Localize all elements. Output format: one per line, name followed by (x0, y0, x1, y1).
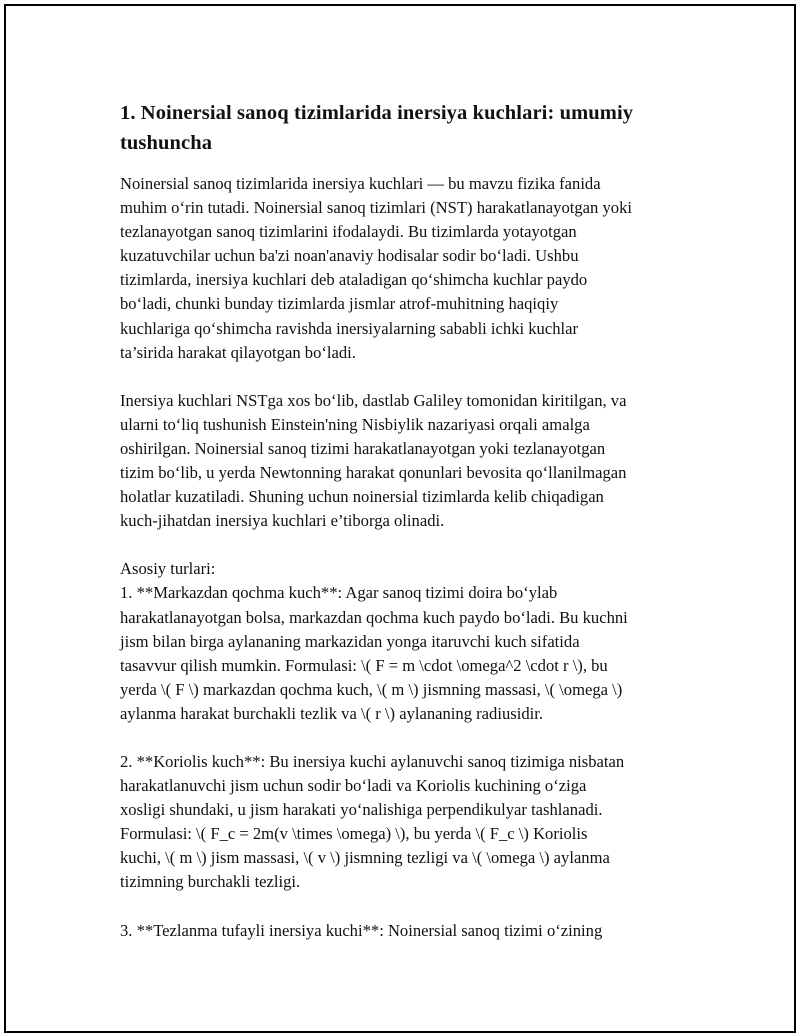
document-body (120, 98, 710, 967)
text-line: kuchi, \( m \) jism massasi, \( v \) jismning tezligi va \( \omega \) aylanma (120, 848, 610, 868)
text-line: 1. **Markazdan qochma kuch**: Agar sanoq tizimi doira bo‘ylab (120, 583, 558, 603)
text-line: kuzatuvchilar uchun ba'zi noan'anaviy hodisalar sodir bo‘ladi. Ushbu (120, 246, 579, 266)
text-line: harakatlanuvchi jism uchun sodir bo‘ladi va Koriolis kuchining o‘ziga (120, 776, 587, 796)
paragraph-intro (120, 172, 710, 365)
text-line: Formulasi: \( F_c = 2m(v \times \omega) \), bu yerda \( F_c \) Koriolis (120, 824, 588, 844)
paragraph-types-centrifugal (120, 557, 710, 726)
text-line: yerda \( F \) markazdan qochma kuch, \( m \) jismning massasi, \( \omega \) (120, 679, 623, 699)
text-line: harakatlanayotgan bolsa, markazdan qochma kuch paydo bo‘ladi. Bu kuchni (120, 607, 628, 627)
text-line: ularni to‘liq tushunish Einstein'ning Nisbiylik nazariyasi orqali amalga (120, 414, 590, 434)
text-line: tizimlarda, inersiya kuchlari deb ataladigan qo‘shimcha kuchlar paydo (120, 270, 588, 290)
text-line: 3. **Tezlanma tufayli inersiya kuchi**: Noinersial sanoq tizimi o‘zining (120, 920, 603, 940)
paragraph-coriolis (120, 750, 710, 895)
section-title-line: 1. Noinersial sanoq tizimlarida inersiya kuchlari: umumiy (120, 102, 634, 124)
text-line: tasavvur qilish mumkin. Formulasi: \( F = m \cdot \omega^2 \cdot r \), bu (120, 655, 608, 675)
paragraph-acceleration (120, 919, 710, 943)
text-line: bo‘ladi, chunki bunday tizimlarda jismlar atrof-muhitning haqiqiy (120, 294, 559, 314)
text-line: 2. **Koriolis kuch**: Bu inersiya kuchi aylanuvchi sanoq tizimiga nisbatan (120, 751, 625, 771)
text-line: holatlar kuzatiladi. Shuning uchun noinersial tizimlarda kelib chiqadigan (120, 487, 604, 507)
text-line: tizim bo‘lib, u yerda Newtonning harakat qonunlari bevosita qo‘llanilmagan (120, 463, 627, 483)
text-line: xosligi shundaki, u jism harakati yo‘nalishiga perpendikulyar tashlanadi. (120, 800, 603, 820)
paragraph-history (120, 389, 710, 534)
text-line: kuchlariga qo‘shimcha ravishda inersiyalarning sababli ichki kuchlar (120, 318, 579, 338)
text-line: aylanma harakat burchakli tezlik va \( r \) aylananing radiusidir. (120, 703, 543, 723)
text-line: tizimning burchakli tezligi. (120, 872, 301, 892)
text-line: muhim o‘rin tutadi. Noinersial sanoq tizimlari (NST) harakatlanayotgan yoki (120, 198, 632, 218)
page-frame (4, 4, 796, 1033)
text-line: tezlanayotgan sanoq tizimlarini ifodalaydi. Bu tizimlarda yotayotgan (120, 222, 577, 242)
section-title (120, 98, 710, 158)
text-line: Noinersial sanoq tizimlarida inersiya kuchlari — bu mavzu fizika fanida (120, 174, 601, 193)
text-line: kuch-jihatdan inersiya kuchlari e’tiborga olinadi. (120, 511, 445, 531)
text-line: Asosiy turlari: (120, 559, 216, 579)
section-title-line: tushuncha (120, 132, 213, 154)
text-line: ta’sirida harakat qilayotgan bo‘ladi. (120, 342, 356, 362)
text-line: oshirilgan. Noinersial sanoq tizimi harakatlanayotgan yoki tezlanayotgan (120, 438, 606, 458)
text-line: jism bilan birga aylananing markazidan yonga itaruvchi kuch sifatida (120, 631, 580, 651)
text-line: Inersiya kuchlari NSTga xos bo‘lib, dastlab Galiley tomonidan kiritilgan, va (120, 390, 627, 410)
